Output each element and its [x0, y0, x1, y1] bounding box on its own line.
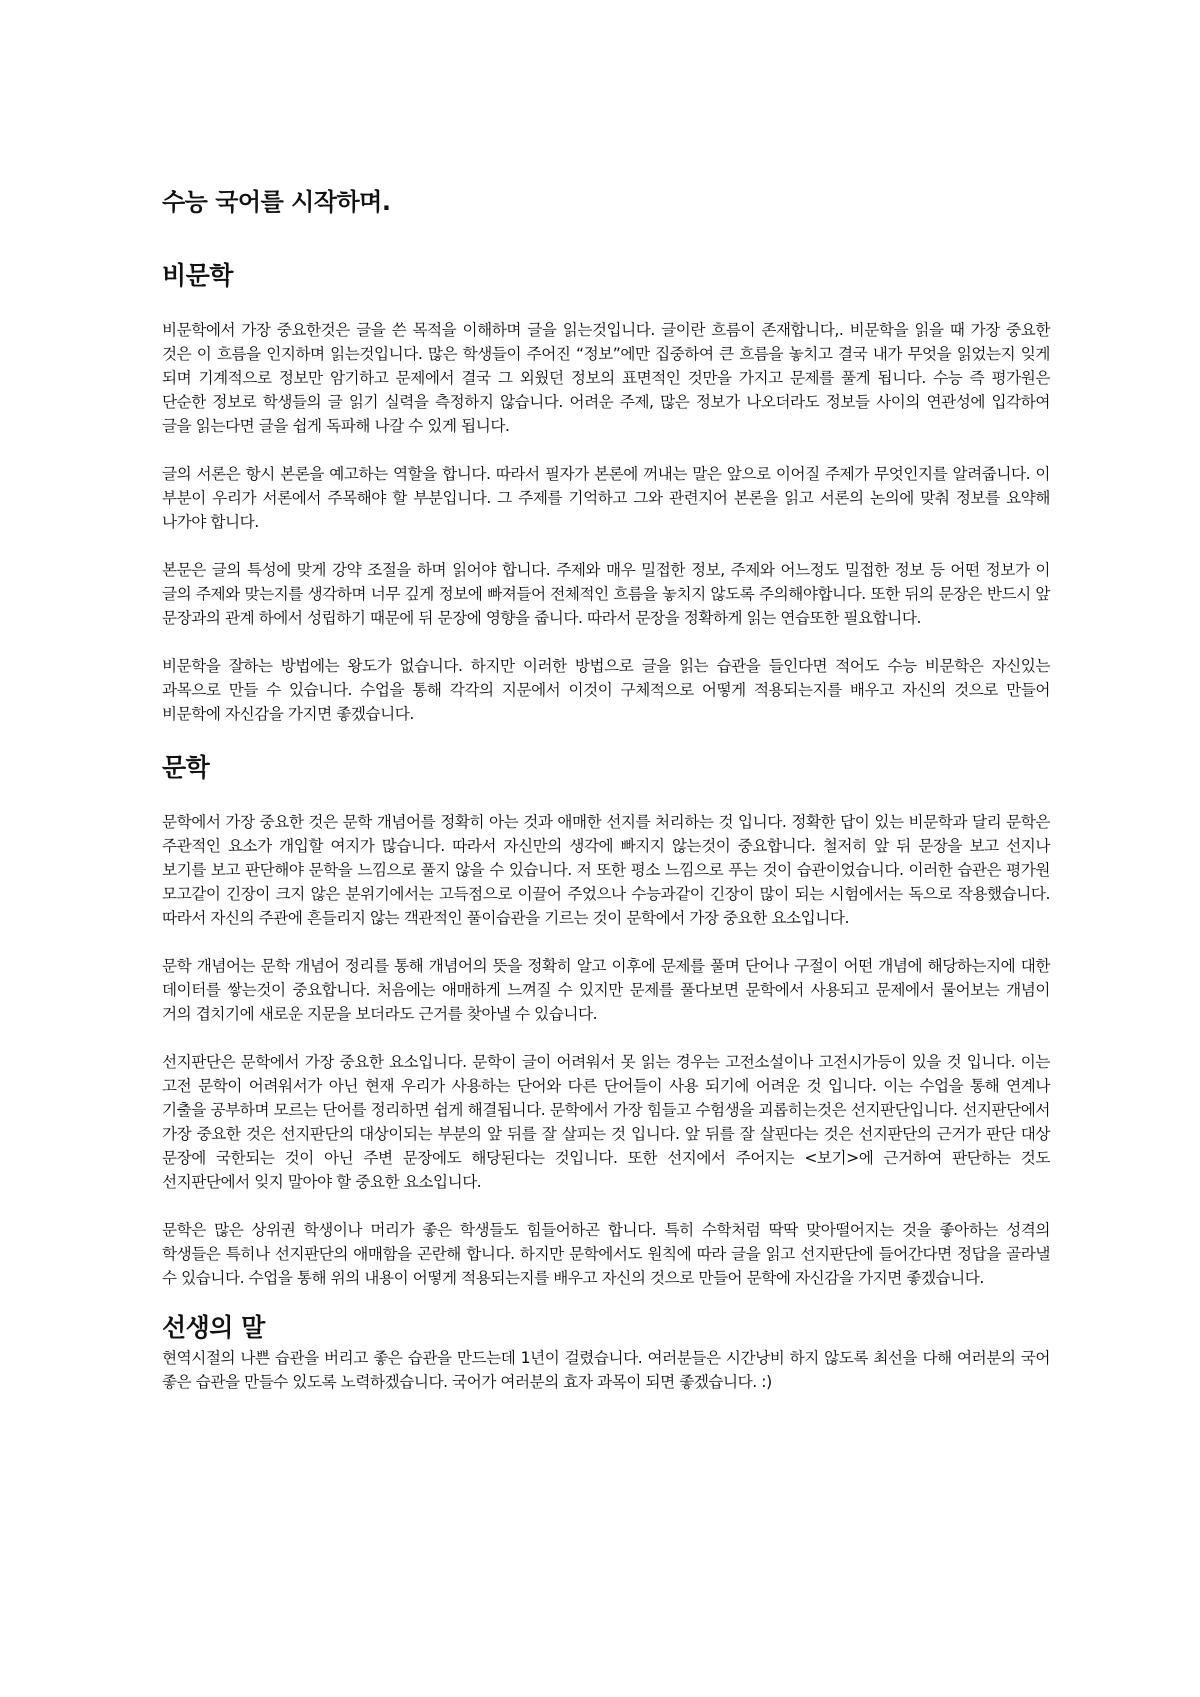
paragraph: 글의 서론은 항시 본론을 예고하는 역할을 합니다. 따라서 필자가 본론에 꺼내는 말은 앞으로 이어질 주제가 무엇인지를 알려줍니다. 이 부분이 우리가 서론에서 주목해야 할 부분입니다. 그 주제를 기억하고 그와 관련지어 본론을 읽고 서론의 논의에 맞춰 정보를 요약해 나가야 합니다.	[162, 465, 1050, 531]
section-heading-literature: 문학	[162, 753, 210, 782]
section-heading-teacher-note: 선생의 말	[162, 1313, 265, 1342]
section-heading-nonfiction: 비문학	[162, 261, 233, 290]
paragraph: 비문학에서 가장 중요한것은 글을 쓴 목적을 이해하며 글을 읽는것입니다. 글이란 흐름이 존재합니다,. 비문학을 읽을 때 가장 중요한 것은 이 흐름을 인지하며 읽는것입니다. 많은 학생들이 주어진 “정보”에만 집중하여 큰 흐름을 놓치고 결국 내가 무엇을 읽었는지 잊게 되며 기계적으로 정보만 암기하고 문제에서 결국 그 외웠던 정보의 표면적인 것만을 가지고 문제를 풀게 됩니다. 수능 즉 평가원은 단순한 정보로 학생들의 글 읽기 실력을 측정하지 않습니다. 어려운 주제, 많은 정보가 나오더라도 정보들 사이의 연관성에 입각하여 글을 읽는다면 글을 쉽게 독파해 나갈 수 있게 됩니다.	[162, 321, 1050, 435]
section-literature	[162, 752, 1050, 1290]
paragraph: 비문학을 잘하는 방법에는 왕도가 없습니다. 하지만 이러한 방법으로 글을 읽는 습관을 들인다면 적어도 수능 비문학은 자신있는 과목으로 만들 수 있습니다. 수업을 통해 각각의 지문에서 이것이 구체적으로 어떻게 적용되는지를 배우고 자신의 것으로 만들어 비문학에 자신감을 가지면 좋겠습니다.	[162, 657, 1050, 723]
paragraph: 현역시절의 나쁜 습관을 버리고 좋은 습관을 만드는데 1년이 걸렸습니다. 여러분들은 시간낭비 하지 않도록 최선을 다해 여러분의 국어 좋은 습관을 만들수 있도록 노력하겠습니다. 국어가 여러분의 효자 과목이 되면 좋겠습니다. :)	[162, 1349, 1050, 1391]
paragraph: 문학에서 가장 중요한 것은 문학 개념어를 정확히 아는 것과 애매한 선지를 처리하는 것 입니다. 정확한 답이 있는 비문학과 달리 문학은 주관적인 요소가 개입할 여지가 많습니다. 따라서 자신만의 생각에 빠지지 않는것이 중요합니다. 철저히 앞 뒤 문장을 보고 선지나 보기를 보고 판단해야 문학을 느낌으로 풀지 않을 수 있습니다. 저 또한 평소 느낌으로 푸는 것이 습관이었습니다. 이러한 습관은 평가원 모고같이 긴장이 크지 않은 분위기에서는 고득점으로 이끌어 주었으나 수능과같이 긴장이 많이 되는 시험에서는 독으로 작용했습니다. 따라서 자신의 주관에 흔들리지 않는 객관적인 풀이습관을 기르는 것이 문학에서 가장 중요한 요소입니다.	[162, 813, 1050, 927]
paragraph: 문학은 많은 상위권 학생이나 머리가 좋은 학생들도 힘들어하곤 합니다. 특히 수학처럼 딱딱 맞아떨어지는 것을 좋아하는 성격의 학생들은 특히나 선지판단의 애매함을 곤란해 합니다. 하지만 문학에서도 원칙에 따라 글을 읽고 선지판단에 들어간다면 정답을 골라낼 수 있습니다. 수업을 통해 위의 내용이 어떻게 적용되는지를 배우고 자신의 것으로 만들어 문학에 자신감을 가지면 좋겠습니다.	[162, 1221, 1050, 1287]
paragraph: 선지판단은 문학에서 가장 중요한 요소입니다. 문학이 글이 어려워서 못 읽는 경우는 고전소설이나 고전시가등이 있을 것 입니다. 이는 고전 문학이 어려워서가 아닌 현재 우리가 사용하는 단어와 다른 단어들이 사용 되기에 어려운 것 입니다. 이는 수업을 통해 연계나 기출을 공부하며 모르는 단어를 정리하면 쉽게 해결됩니다. 문학에서 가장 힘들고 수험생을 괴롭히는것은 선지판단입니다. 선지판단에서 가장 중요한 것은 선지판단의 대상이되는 부분의 앞 뒤를 잘 살피는 것 입니다. 앞 뒤를 잘 살핀다는 것은 선지판단의 근거가 판단 대상 문장에 국한되는 것이 아닌 주변 문장에도 해당된다는 것입니다. 또한 선지에서 주어지는 <보기>에 근거하여 판단하는 것도 선지판단에서 잊지 말아야 할 중요한 요소입니다.	[162, 1053, 1050, 1191]
document-title: 수능 국어를 시작하며.	[162, 188, 391, 216]
document-page	[162, 186, 1050, 1418]
paragraph: 본문은 글의 특성에 맞게 강약 조절을 하며 읽어야 합니다. 주제와 매우 밀접한 정보, 주제와 어느정도 밀접한 정보 등 어떤 정보가 이 글의 주제와 맞는지를 생각하며 너무 깊게 정보에 빠져들어 전체적인 흐름을 놓치지 않도록 주의해야합니다. 또한 뒤의 문장은 반드시 앞 문장과의 관계 하에서 성립하기 때문에 뒤 문장에 영향을 줍니다. 따라서 문장을 정확하게 읽는 연습또한 필요합니다.	[162, 561, 1050, 627]
section-nonfiction	[162, 260, 1050, 726]
section-teacher-note	[162, 1312, 1050, 1394]
paragraph: 문학 개념어는 문학 개념어 정리를 통해 개념어의 뜻을 정확히 알고 이후에 문제를 풀며 단어나 구절이 어떤 개념에 해당하는지에 대한 데이터를 쌓는것이 중요합니다. 처음에는 애매하게 느껴질 수 있지만 문제를 풀다보면 문학에서 사용되고 문제에서 물어보는 개념이 거의 겹치기에 새로운 지문을 보더라도 근거를 찾아낼 수 있습니다.	[162, 957, 1050, 1023]
